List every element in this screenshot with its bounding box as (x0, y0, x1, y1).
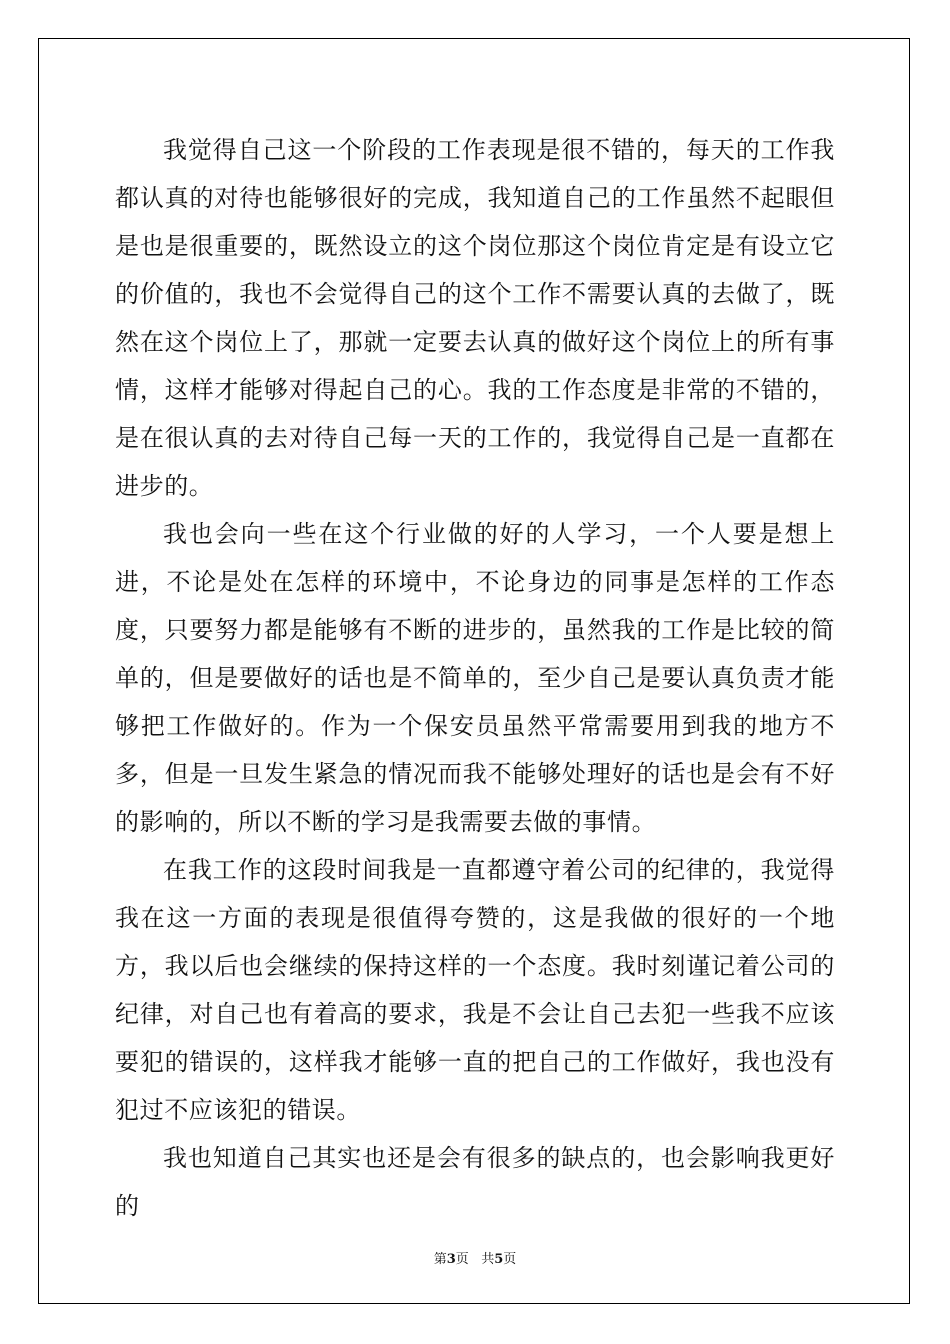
total-suffix: 页 (503, 1252, 517, 1267)
page-current: 3 (446, 1252, 456, 1267)
paragraph: 在我工作的这段时间我是一直都遵守着公司的纪律的，我觉得我在这一方面的表现是很值得夸赞的，这是我做的很好的一个地方，我以后也会继续的保持这样的一个态度。我时刻谨记着公司的纪律，对自己也有着高的要求，我是不会让自己去犯一些我不应该要犯的错误的，这样我才能够一直的把自己的工作做好，我也没有犯过不应该犯的错误。 (115, 856, 835, 1124)
paragraph: 我也会向一些在这个行业做的好的人学习，一个人要是想上进，不论是处在怎样的环境中，不论身边的同事是怎样的工作态度，只要努力都是能够有不断的进步的，虽然我的工作是比较的简单的，但是要做好的话也是不简单的，至少自己是要认真负责才能够把工作做好的。作为一个保安员虽然平常需要用到我的地方不多，但是一旦发生紧急的情况而我不能够处理好的话也是会有不好的影响的，所以不断的学习是我需要去做的事情。 (115, 520, 835, 836)
total-prefix: 共 (481, 1252, 495, 1267)
page-prefix: 第 (433, 1252, 447, 1267)
page-footer (0, 1248, 950, 1267)
document-body (115, 126, 835, 1230)
page-suffix: 页 (455, 1252, 469, 1267)
page-total: 5 (494, 1252, 504, 1267)
paragraph: 我觉得自己这一个阶段的工作表现是很不错的，每天的工作我都认真的对待也能够很好的完成，我知道自己的工作虽然不起眼但是也是很重要的，既然设立的这个岗位那这个岗位肯定是有设立它的价值的，我也不会觉得自己的这个工作不需要认真的去做了，既然在这个岗位上了，那就一定要去认真的做好这个岗位上的所有事情，这样才能够对得起自己的心。我的工作态度是非常的不错的，是在很认真的去对待自己每一天的工作的，我觉得自己是一直都在进步的。 (115, 136, 835, 500)
paragraph: 我也知道自己其实也还是会有很多的缺点的，也会影响我更好的 (115, 1144, 835, 1220)
